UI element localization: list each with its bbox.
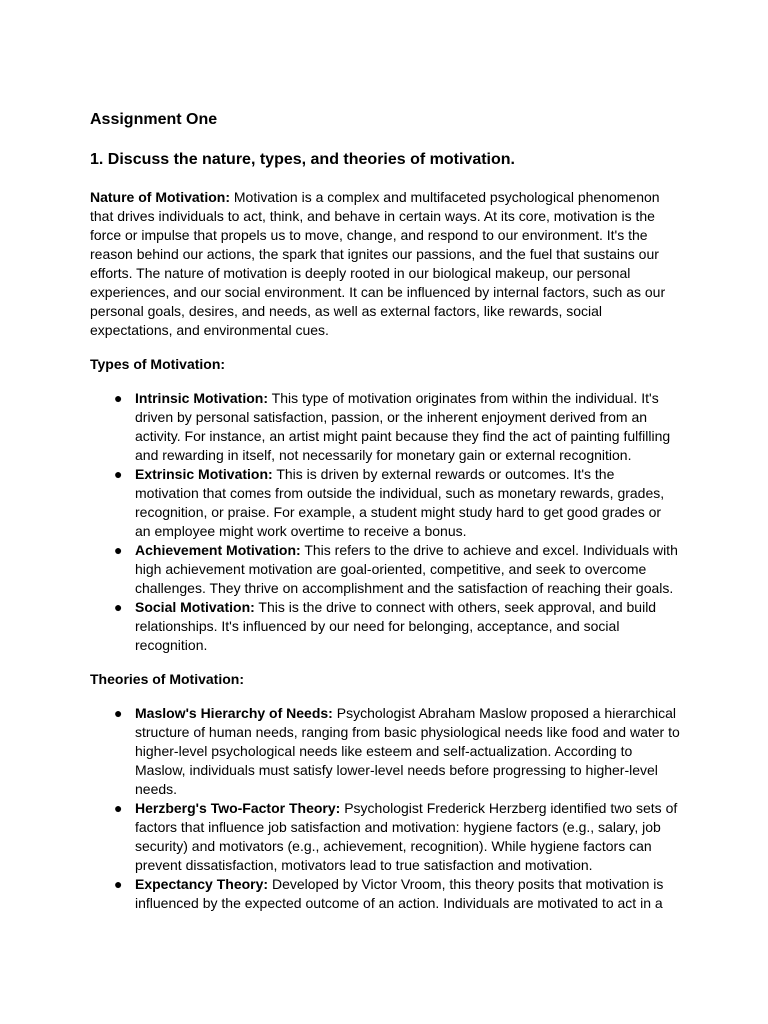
list-item [90,875,680,913]
theory-text: Psychologist Frederick Herzberg identified two sets of factors that influence job satisfaction and motivation: hygiene factors (e.g., salary, job security) and motivators (e.g., achievement, recognition). While hygiene factors can prevent dissatisfaction, motivators lead to true satisfaction and motivation. [135,800,678,873]
type-text: This is driven by external rewards or outcomes. It's the motivation that comes from outside the individual, such as monetary rewards, grades, recognition, or praise. For example, a student might study hard to get good grades or an employee might work overtime to receive a bonus. [135,466,665,539]
type-text: This type of motivation originates from within the individual. It's driven by personal satisfaction, passion, or the inherent enjoyment derived from an activity. For instance, an artist might paint because they find the act of painting fulfilling and rewarding in itself, not necessarily for monetary gain or external recognition. [135,390,671,463]
type-label: Extrinsic Motivation: [135,466,273,482]
document-title: Assignment One [90,111,218,128]
bullet-icon: ● [114,542,123,558]
nature-paragraph [90,188,680,340]
nature-text: Motivation is a complex and multifaceted psychological phenomenon that drives individuals to act, think, and behave in certain ways. At its core, motivation is the force or impulse that propels us to move, change, and respond to our environment. It's the reason behind our actions, the spark that ignites our passions, and the fuel that sustains our efforts. The nature of motivation is deeply rooted in our biological makeup, our personal experiences, and our social environment. It can be influenced by internal factors, such as our personal goals, desires, and needs, as well as external factors, like rewards, social expectations, and environmental cues. [90,189,666,338]
type-label: Achievement Motivation: [135,542,301,558]
theory-text: Developed by Victor Vroom, this theory posits that motivation is influenced by the expected outcome of an action. Individuals are motivated to act in a [135,876,664,911]
type-label: Intrinsic Motivation: [135,390,268,406]
types-heading: Types of Motivation: [90,356,226,372]
theory-label: Herzberg's Two-Factor Theory: [135,800,341,816]
bullet-icon: ● [114,599,123,615]
document-page [90,108,680,928]
list-item [90,389,680,465]
theory-text: Psychologist Abraham Maslow proposed a hierarchical structure of human needs, ranging from basic physiological needs like food and water to higher-level psychological needs like esteem and self-actualization. According to Maslow, individuals must satisfy lower-level needs before progressing to higher-level needs. [135,705,680,797]
theories-heading: Theories of Motivation: [90,671,244,687]
theories-list [90,704,680,913]
list-item [90,799,680,875]
types-list [90,389,680,655]
list-item [90,598,680,655]
list-item [90,541,680,598]
bullet-icon: ● [114,705,123,721]
bullet-icon: ● [114,800,123,816]
question-heading: 1. Discuss the nature, types, and theories of motivation. [90,151,515,168]
type-label: Social Motivation: [135,599,255,615]
bullet-icon: ● [114,390,123,406]
bullet-icon: ● [114,876,123,892]
type-text: This is the drive to connect with others, seek approval, and build relationships. It's influenced by our need for belonging, acceptance, and social recognition. [135,599,657,653]
list-item [90,704,680,799]
bullet-icon: ● [114,466,123,482]
list-item [90,465,680,541]
type-text: This refers to the drive to achieve and excel. Individuals with high achievement motivation are goal-oriented, competitive, and seek to overcome challenges. They thrive on accomplishment and the satisfaction of reaching their goals. [135,542,678,596]
theory-label: Maslow's Hierarchy of Needs: [135,705,333,721]
nature-label: Nature of Motivation: [90,189,230,205]
theory-label: Expectancy Theory: [135,876,269,892]
